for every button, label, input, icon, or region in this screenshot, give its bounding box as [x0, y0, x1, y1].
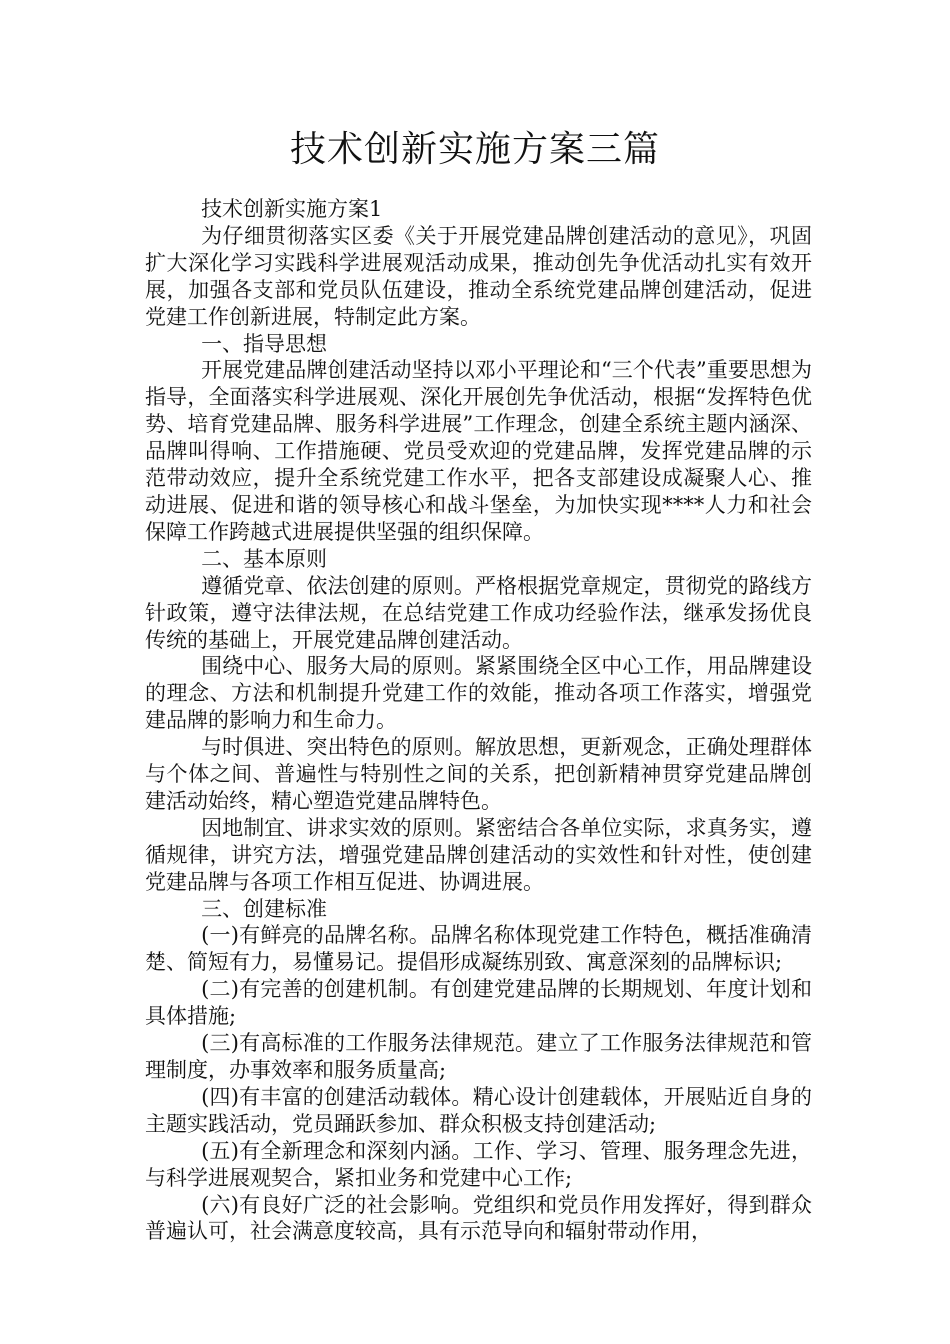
list-item: (五)有全新理念和深刻内涵。工作、学习、管理、服务理念先进，与科学进展观契合，紧扣业务和党建中心工作;: [145, 1138, 812, 1190]
list-item: (三)有高标准的工作服务法律规范。建立了工作服务法律规范和管理制度，办事效率和服务质量高;: [145, 1031, 812, 1082]
document-body: [145, 196, 812, 1245]
list-item: (四)有丰富的创建活动载体。精心设计创建载体，开展贴近自身的主题实践活动，党员踊跃参加、群众积极支持创建活动;: [145, 1084, 812, 1136]
section-heading: 二、基本原则: [201, 546, 328, 571]
body-paragraph: 围绕中心、服务大局的原则。紧紧围绕全区中心工作，用品牌建设的理念、方法和机制提升党建工作的效能，推动各项工作落实，增强党建品牌的影响力和生命力。: [145, 654, 812, 733]
body-paragraph: 因地制宜、讲求实效的原则。紧密结合各单位实际，求真务实，遵循规律，讲究方法，增强党建品牌创建活动的实效性和针对性，使创建党建品牌与各项工作相互促进、协调进展。: [145, 815, 812, 894]
section-heading: 技术创新实施方案1: [201, 197, 383, 221]
list-item: (二)有完善的创建机制。有创建党建品牌的长期规划、年度计划和具体措施;: [145, 977, 812, 1029]
body-paragraph: 为仔细贯彻落实区委《关于开展党建品牌创建活动的意见》，巩固扩大深化学习实践科学进展观活动成果，推动创先争优活动扎实有效开展，加强各支部和党员队伍建设，推动全系统党建品牌创建活动，促进党建工作创新进展，特制定此方案。: [145, 223, 812, 329]
document-title: 技术创新实施方案三篇: [289, 129, 660, 170]
body-paragraph: 与时俱进、突出特色的原则。解放思想，更新观念，正确处理群体与个体之间、普遍性与特别性之间的关系，把创新精神贯穿党建品牌创建活动始终，精心塑造党建品牌特色。: [145, 735, 812, 813]
list-item: (六)有良好广泛的社会影响。党组织和党员作用发挥好，得到群众普遍认可，社会满意度较高，具有示范导向和辐射带动作用，: [145, 1192, 812, 1244]
body-paragraph: 遵循党章、依法创建的原则。严格根据党章规定，贯彻党的路线方针政策，遵守法律法规，在总结党建工作成功经验作法，继承发扬优良传统的基础上，开展党建品牌创建活动。: [145, 573, 812, 652]
body-paragraph: 开展党建品牌创建活动坚持以邓小平理论和“三个代表”重要思想为指导，全面落实科学进展观、深化开展创先争优活动，根据“发挥特色优势、培育党建品牌、服务科学进展”工作理念，创建全系统主题内涵深、品牌叫得响、工作措施硬、党员受欢迎的党建品牌，发挥党建品牌的示范带动效应，提升全系统党建工作水平，把各支部建设成凝聚人心、推动进展、促进和谐的领导核心和战斗堡垒，为加快实现****人力和社会保障工作跨越式进展提供坚强的组织保障。: [145, 358, 812, 544]
list-item: (一)有鲜亮的品牌名称。品牌名称体现党建工作特色，概括准确清楚、简短有力，易懂易记。提倡形成凝练别致、寓意深刻的品牌标识;: [145, 923, 812, 975]
section-heading: 三、创建标准: [201, 896, 328, 921]
section-heading: 一、指导思想: [201, 331, 328, 356]
